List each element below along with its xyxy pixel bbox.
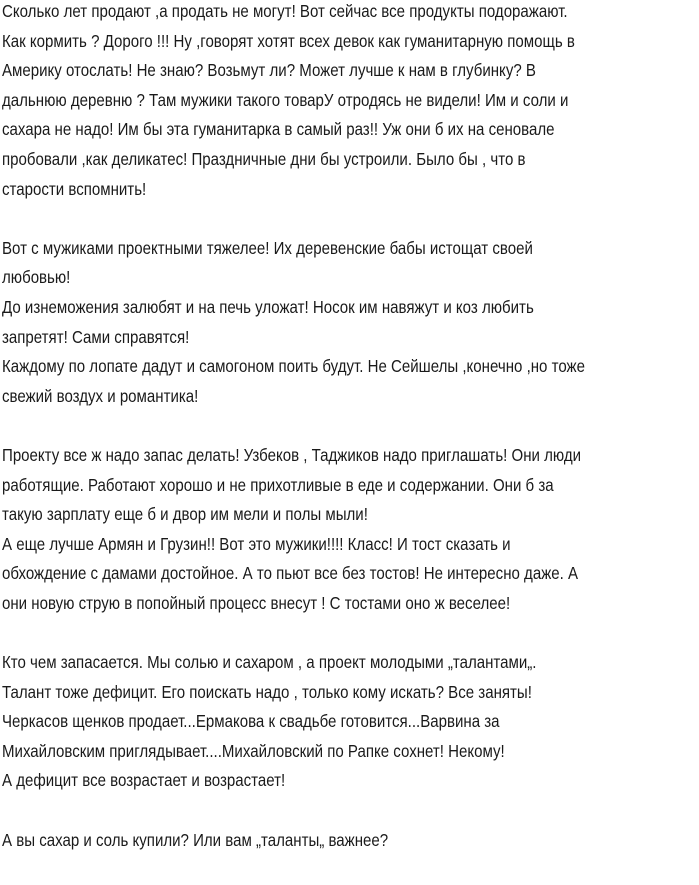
article-text [2, 0, 699, 885]
text-line: Каждому по лопате дадут и самогоном поить будут. Не Сейшелы ,конечно ,но тоже [2, 356, 585, 377]
text-line: А еще лучше Армян и Грузин!! Вот это мужики!!!! Класс! И тост сказать и [2, 533, 511, 554]
text-line: Талант тоже дефицит. Его поискать надо , только кому искать? Все заняты! [2, 681, 532, 702]
text-line: запретят! Сами справятся! [2, 326, 190, 347]
text-line: такую зарплату еще б и двор им мели и полы мыли! [2, 504, 368, 525]
text-line: Кто чем запасается. Мы солью и сахаром , а проект молодыми „талантами„. [2, 652, 537, 673]
text-line: Михайловским приглядывает....Михайловский по Рапке сохнет! Некому! [2, 740, 505, 761]
text-line: А дефицит все возрастает и возрастает! [2, 770, 286, 791]
text-line: Сколько лет продают ,а продать не могут! Вот сейчас все продукты подоражают. [2, 1, 568, 21]
text-line: До изнеможения залюбят и на печь уложат! Носок им навяжут и коз любить [2, 296, 534, 317]
text-line: работящие. Работают хорошо и не прихотливые в еде и содержании. Они б за [2, 474, 554, 495]
paragraph-2 [2, 234, 699, 412]
paragraph-5 [2, 826, 699, 856]
paragraph-1 [2, 0, 699, 204]
paragraph-3 [2, 441, 699, 619]
text-line: Черкасов щенков продает...Ермакова к свадьбе готовится...Варвина за [2, 711, 500, 732]
text-line: Америку отослать! Не знаю? Возьмут ли? Может лучше к нам в глубинку? В [2, 60, 536, 81]
text-line: любовью! [2, 267, 71, 288]
text-line: дальнюю деревню ? Там мужики такого товарУ отродясь не видели! Им и соли и [2, 89, 569, 110]
text-line: пробовали ,как деликатес! Праздничные дни бы устроили. Было бы , что в [2, 148, 526, 169]
text-line: сахара не надо! Им бы эта гуманитарка в самый раз!! Уж они б их на сеновале [2, 119, 555, 140]
text-line: свежий воздух и романтика! [2, 385, 199, 406]
text-line: А вы сахар и соль купили? Или вам „таланты„ важнее? [2, 829, 389, 850]
text-line: они новую струю в попойный процесс внесут ! С тостами оно ж веселее! [2, 592, 511, 613]
text-line: Как кормить ? Дорого !!! Ну ,говорят хотят всех девок как гуманитарную помощь в [2, 30, 575, 51]
paragraph-4 [2, 648, 699, 796]
text-line: старости вспомнить! [2, 178, 147, 199]
text-line: Вот с мужиками проектными тяжелее! Их деревенские бабы истощат своей [2, 237, 533, 258]
text-line: обхождение с дамами достойное. А то пьют все без тостов! Не интересно даже. А [2, 563, 579, 584]
text-line: Проекту все ж надо запас делать! Узбеков , Таджиков надо приглашать! Они люди [2, 444, 582, 465]
